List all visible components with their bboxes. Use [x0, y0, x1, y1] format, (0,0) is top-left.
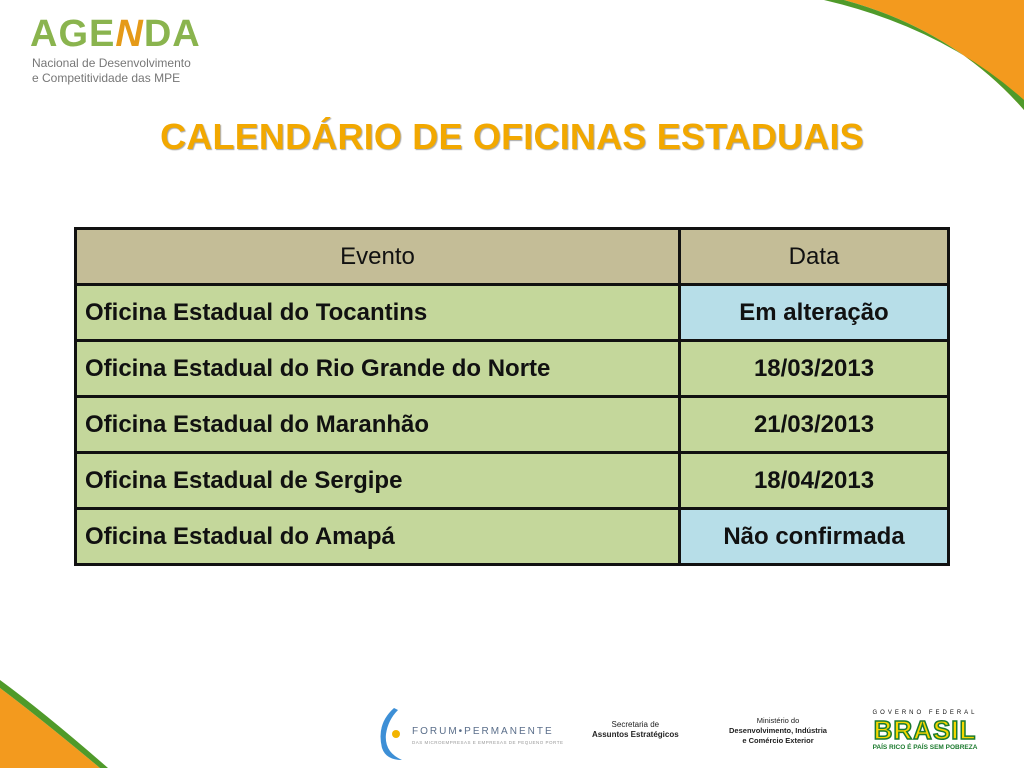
forum-subtext: DAS MICROEMPRESAS E EMPRESAS DE PEQUENO PORTE [412, 740, 564, 745]
table-row [76, 453, 949, 509]
table-row [76, 341, 949, 397]
evento-cell: Oficina Estadual de Sergipe [76, 453, 680, 509]
sae-line2: Assuntos Estratégicos [592, 730, 679, 739]
data-cell: 18/04/2013 [680, 453, 949, 509]
data-cell: Em alteração [680, 285, 949, 341]
slogan-text: PAÍS RICO É PAÍS SEM POBREZA [872, 744, 978, 751]
header-data: Data [680, 229, 949, 285]
forum-permanente-logo [374, 704, 564, 762]
mdic-logo [716, 716, 840, 746]
page-title: CALENDÁRIO DE OFICINAS ESTADUAIS [160, 116, 864, 157]
evento-cell: Oficina Estadual do Rio Grande do Norte [76, 341, 680, 397]
mdic-line1: Ministério do [756, 716, 800, 725]
top-right-swoosh [784, 0, 1024, 120]
mdic-line2: Desenvolvimento, Indústria [729, 726, 827, 735]
footer-logos [0, 700, 1024, 768]
agenda-logo [30, 12, 220, 86]
sae-line1: Secretaria de [611, 720, 660, 729]
header-evento: Evento [76, 229, 680, 285]
evento-cell: Oficina Estadual do Tocantins [76, 285, 680, 341]
evento-cell: Oficina Estadual do Maranhão [76, 397, 680, 453]
brasil-text: BRASIL [873, 715, 977, 745]
table-row [76, 285, 949, 341]
mdic-line3: e Comércio Exterior [742, 736, 814, 745]
forum-text: FORUM•PERMANENTE [412, 726, 554, 737]
table-header-row [76, 229, 949, 285]
logo-subtitle-1: Nacional de Desenvolvimento [32, 56, 191, 70]
table-row [76, 509, 949, 565]
sae-logo [592, 720, 679, 740]
data-cell: 18/03/2013 [680, 341, 949, 397]
data-cell: Não confirmada [680, 509, 949, 565]
table-row [76, 397, 949, 453]
gov-text: GOVERNO FEDERAL [872, 710, 978, 716]
data-cell: 21/03/2013 [680, 397, 949, 453]
governo-federal-logo [862, 710, 988, 754]
calendar-table [74, 227, 950, 566]
evento-cell: Oficina Estadual do Amapá [76, 509, 680, 565]
logo-subtitle-2: e Competitividade das MPE [32, 71, 181, 85]
forum-mark-icon [374, 704, 410, 762]
logo-wordmark: AGENDA [30, 13, 201, 55]
